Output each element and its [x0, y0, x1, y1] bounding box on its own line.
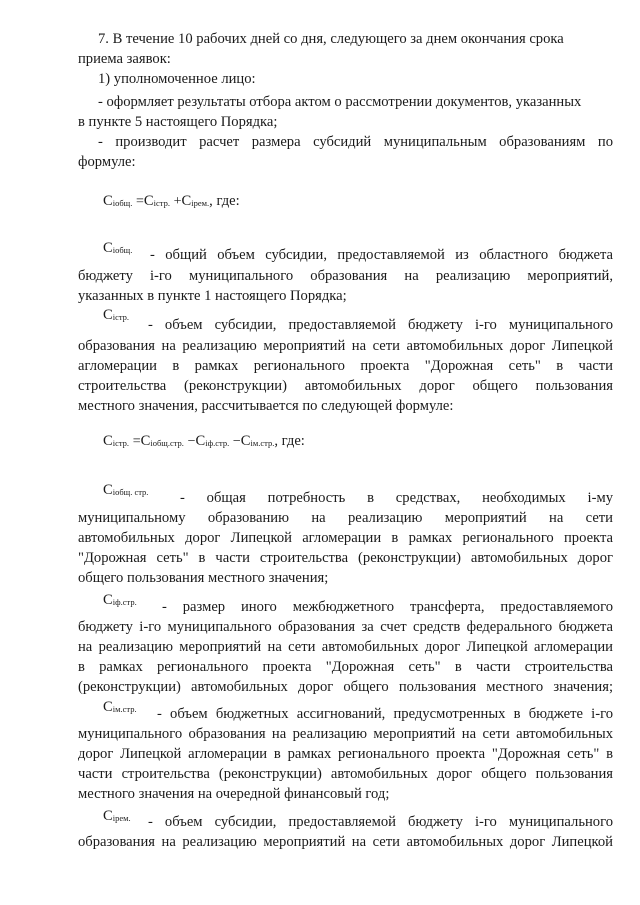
text-line: на реализацию мероприятий на сети автомобильных дорог Липецкой агломерации [78, 639, 613, 655]
symbol-c-irem-def: $C_{iрем.}$ [103, 808, 131, 824]
symbol-c-iobsh-def: $C_{iобщ.}$ [103, 240, 133, 256]
text-line: части строительства (реконструкции) автомобильных дорог общего пользования [78, 766, 613, 782]
text-line: - объем субсидии, предоставляемой бюджету i-го муниципального [148, 317, 613, 333]
symbol-c-iobsh-str-def: $C_{iобщ. стр.}$ [103, 482, 149, 498]
formula-tail: , где: [209, 193, 240, 209]
text-line: приема заявок: [78, 51, 171, 67]
text-line: агломерации в рамках регионального проекта "Дорожная сеть" в части [78, 358, 613, 374]
text-line: - размер иного межбюджетного трансферта, предоставляемого [162, 599, 613, 615]
text-line: указанных в пункте 1 настоящего Порядка; [78, 288, 347, 304]
text-line: автомобильных дорог Липецкой агломерации в рамках регионального проекта [78, 530, 613, 546]
text-line: - объем субсидии, предоставляемой бюджету i-го муниципального [148, 814, 613, 830]
text-line: бюджету i-го муниципального образования за счет средств федерального бюджета [78, 619, 613, 635]
symbol-c-im-str-def: $C_{iм.стр.}$ [103, 699, 137, 715]
text-line: общего пользования местного значения; [78, 570, 329, 586]
text-line: муниципального образования на реализацию мероприятий на сети автомобильных [78, 726, 613, 742]
text-line: строительства (реконструкции) автомобильных дорог общего пользования [78, 378, 613, 394]
text-line: 7. В течение 10 рабочих дней со дня, следующего за днем окончания срока [98, 31, 564, 47]
text-line: - производит расчет размера субсидий муниципальным образованиям по [98, 134, 613, 150]
text-line: муниципальному образованию на реализацию мероприятий на сети [78, 510, 613, 526]
formula-subsidy-construction: $C_{iстр.} =C_{iобщ.стр.} -C_{iф.стр.} -C_{iм.стр.}$, где: [103, 433, 305, 449]
symbol-c-iobsh: $C_{iобщ.}$ [103, 193, 133, 209]
text-line: (реконструкции) автомобильных дорог общего пользования местного значения; [78, 679, 613, 695]
text-line: местного значения на очередной финансовый год; [78, 786, 390, 802]
text-line: - оформляет результаты отбора актом о рассмотрении документов, указанных [98, 94, 582, 110]
symbol-c-if-str-def: $C_{iф.стр.}$ [103, 592, 137, 608]
text-line: - общая потребность в средствах, необходимых i-му [180, 490, 613, 506]
symbol-c-istr: $C_{iстр.}$ [143, 193, 170, 209]
text-line: в пункте 5 настоящего Порядка; [78, 114, 278, 130]
formula-subsidy-total [103, 191, 240, 214]
text-line: дорог Липецкой агломерации в рамках регионального проекта "Дорожная сеть" в [78, 746, 613, 762]
symbol-c-irem: $C_{iрем.}$ [181, 193, 210, 209]
text-line: бюджету i-го муниципального образования на реализацию мероприятий, [78, 268, 613, 284]
text-line: образования на реализацию мероприятий на сети автомобильных дорог Липецкой [78, 834, 613, 850]
text-line: в рамках регионального проекта "Дорожная сеть" в части строительства [78, 659, 613, 675]
text-line: формуле: [78, 154, 136, 170]
symbol-c-istr-def: $C_{iстр.}$ [103, 307, 130, 323]
equals-sign: = [136, 194, 144, 209]
text-line: образования на реализацию мероприятий на сети автомобильных дорог Липецкой [78, 338, 613, 354]
text-line: 1) уполномоченное лицо: [98, 71, 256, 87]
text-line: "Дорожная сеть" в части строительства (реконструкции) автомобильных дорог [78, 550, 613, 566]
text-line: - общий объем субсидии, предоставляемой из областного бюджета [150, 247, 613, 263]
plus-sign: + [173, 194, 182, 209]
text-line: местного значения, рассчитывается по следующей формуле: [78, 398, 454, 414]
text-line: - объем бюджетных ассигнований, предусмотренных в бюджете i-го [157, 706, 613, 722]
